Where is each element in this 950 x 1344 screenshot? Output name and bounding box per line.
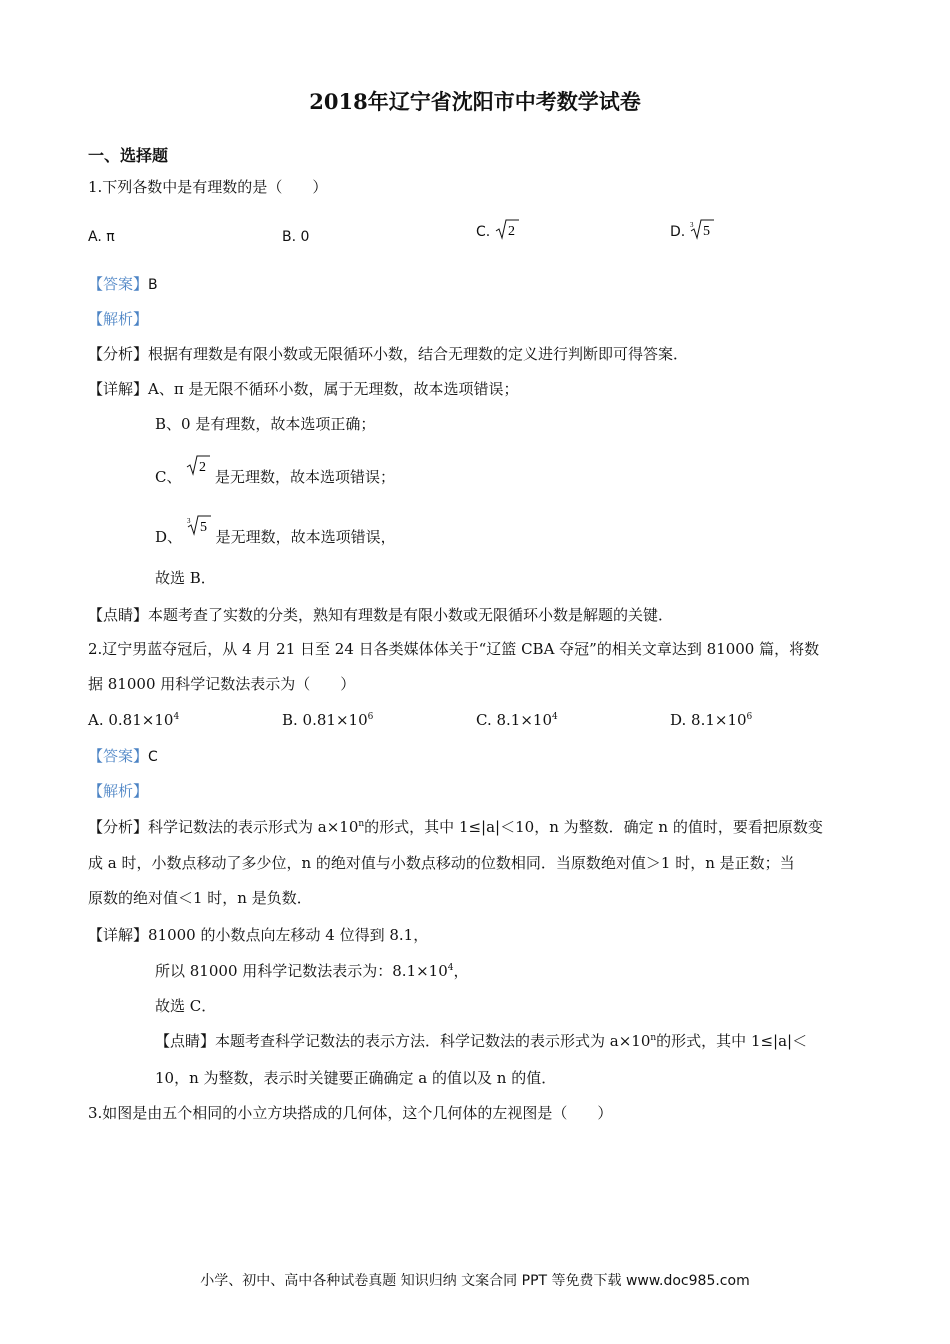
- q2-line1-c: ，: [453, 962, 469, 980]
- q2-analysis-tag: 【解析】: [88, 782, 149, 800]
- page-footer: 小学、初中、高中各种试卷真题 知识归纳 文案合同 PPT 等免费下载 www.doc985.com: [200, 1273, 750, 1289]
- q1-line-c: [155, 454, 395, 488]
- q1-option-b: B. 0: [282, 229, 310, 245]
- q2-option-b-exp: 6: [367, 712, 374, 722]
- q2-fenxi-line2: 成 a 时，小数点移动了多少位，n 的绝对值与小数点移动的位数相同．当原数绝对值＞1 时，n 是正数；当: [88, 854, 795, 872]
- question-1-stem: 1.下列各数中是有理数的是（ ）: [88, 178, 328, 196]
- q2-dianjing-exp: n: [650, 1033, 657, 1043]
- q1-option-d: [670, 218, 714, 243]
- q1-conclusion: 故选 B．: [155, 569, 216, 587]
- q1-line-c-label: C、: [155, 468, 182, 486]
- page-title: 2018年辽宁省沈阳市中考数学试卷: [309, 89, 641, 114]
- q2-line1-exp: 4: [447, 963, 454, 973]
- q2-option-c: [476, 709, 558, 731]
- answer-value: C: [148, 749, 158, 765]
- q1-c-radicand: 2: [508, 224, 516, 239]
- q1-option-c-label: C.: [476, 224, 491, 240]
- question-2-stem-line1: 2.辽宁男蓝夺冠后，从 4 月 21 日至 24 日各类媒体体关于“辽篮 CBA 夺冠”的相关文章达到 81000 篇，将数: [88, 640, 820, 658]
- q1-line-c-radicand: 2: [199, 460, 207, 475]
- answer-tag: 【答案】: [88, 275, 149, 293]
- q1-line-d-text: 是无理数，故本选项错误，: [215, 528, 396, 546]
- q2-fenxi-1a: 【分析】科学记数法的表示形式为 a×10: [88, 818, 359, 836]
- q2-fenxi-exp: n: [358, 819, 365, 829]
- q2-option-c-exp: 4: [552, 712, 558, 722]
- q1-answer: [88, 273, 158, 296]
- q2-dianjing-line2: 10，n 为整数，表示时关键要正确确定 a 的值以及 n 的值．: [155, 1069, 557, 1087]
- q2-option-c-text: C. 8.1×10: [476, 711, 552, 729]
- q1-line-d-label: D、: [155, 528, 183, 546]
- q2-dianjing-1a: 【点睛】本题考查科学记数法的表示方法．科学记数法的表示形式为 a×10: [155, 1032, 651, 1050]
- q2-line1: [155, 960, 469, 982]
- q2-option-a: [88, 709, 179, 731]
- q1-line-b: B、0 是有理数，故本选项正确；: [155, 415, 376, 433]
- q2-line1-a: 所以 81000 用科学记数法表示为：8.1×10: [155, 962, 448, 980]
- q1-option-d-label: D.: [670, 224, 686, 240]
- q1-fenxi: 【分析】根据有理数是有限小数或无限循环小数，结合无理数的定义进行判断即可得答案．: [88, 345, 689, 363]
- q2-option-d: [670, 709, 752, 731]
- q2-fenxi-line3: 原数的绝对值＜1 时，n 是负数．: [88, 889, 312, 907]
- q1-analysis-tag: 【解析】: [88, 310, 149, 328]
- q1-xiangjie: 【详解】A、π 是无限不循环小数，属于无理数，故本选项错误；: [88, 380, 519, 398]
- q2-fenxi-line1: [88, 816, 823, 838]
- q1-d-radicand: 5: [703, 224, 711, 239]
- q2-xiangjie: 【详解】81000 的小数点向左移动 4 位得到 8.1，: [88, 926, 429, 944]
- q2-fenxi-1c: 的形式，其中 1≤|a|＜10，n 为整数．确定 n 的值时，要看把原数变: [364, 818, 823, 836]
- q2-conclusion: 故选 C．: [155, 997, 217, 1015]
- cube-root-icon: [187, 514, 211, 536]
- q2-option-a-text: A. 0.81×10: [88, 711, 174, 729]
- q1-line-d-radicand: 5: [199, 520, 207, 535]
- answer-tag: 【答案】: [88, 747, 149, 765]
- q1-option-a: A. π: [88, 229, 115, 245]
- question-3-stem: 3.如图是由五个相同的小立方块搭成的几何体，这个几何体的左视图是（ ）: [88, 1104, 613, 1122]
- q1-d-index: 3: [690, 221, 694, 229]
- q2-dianjing-line1: [155, 1030, 807, 1052]
- answer-value: B: [148, 277, 158, 293]
- sqrt-icon: [186, 454, 210, 476]
- q2-dianjing-1c: 的形式，其中 1≤|a|＜: [656, 1032, 808, 1050]
- q1-line-c-text: 是无理数，故本选项错误；: [215, 468, 396, 486]
- sqrt-icon: [495, 218, 519, 240]
- q1-line-d: [155, 514, 396, 548]
- q1-option-c: [476, 218, 519, 243]
- q2-option-b: [282, 709, 373, 731]
- section-heading: 一、选择题: [88, 146, 169, 165]
- q2-answer: [88, 745, 158, 768]
- q1-dianjing: 【点睛】本题考查了实数的分类，熟知有理数是有限小数或无限循环小数是解题的关键．: [88, 606, 674, 624]
- q2-option-a-exp: 4: [173, 712, 180, 722]
- cube-root-icon: [690, 218, 714, 240]
- question-2-stem-line2: 据 81000 用科学记数法表示为（ ）: [88, 675, 356, 693]
- q2-option-b-text: B. 0.81×10: [282, 711, 368, 729]
- q2-option-d-text: D. 8.1×10: [670, 711, 747, 729]
- q2-option-d-exp: 6: [746, 712, 753, 722]
- q1-line-d-index: 3: [186, 517, 191, 525]
